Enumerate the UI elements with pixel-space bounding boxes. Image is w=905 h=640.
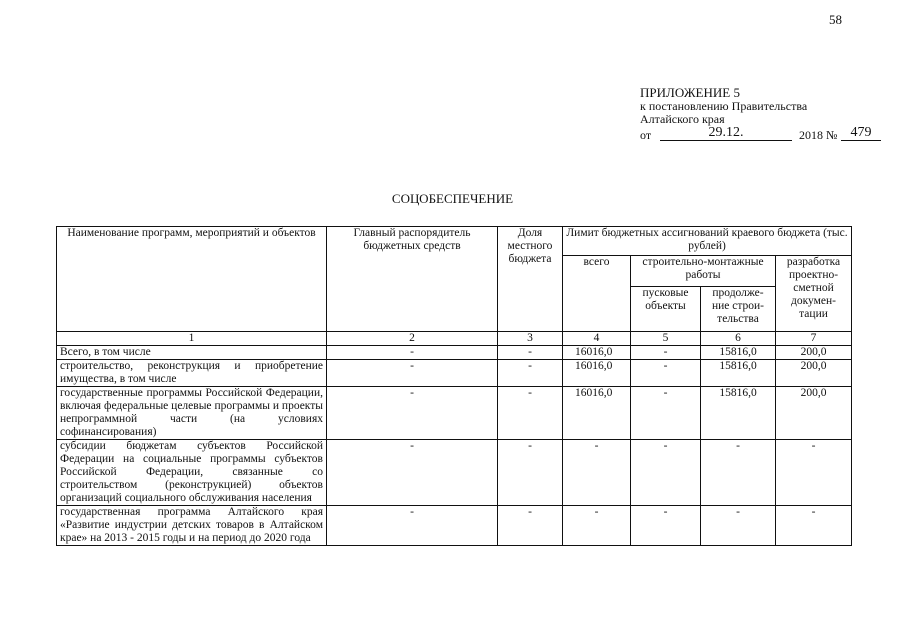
local-share-cell: - bbox=[498, 440, 563, 506]
header-row-1 bbox=[57, 227, 852, 256]
design-cell: 200,0 bbox=[776, 360, 852, 387]
header-distributor: Главный распорядитель бюджетных средств bbox=[327, 227, 498, 332]
resolution-date: 29.12. bbox=[660, 126, 792, 141]
program-name: субсидии бюджетам субъектов Российской Федерации на социальные программы субъектов Российской Федерации, связанные со строительством (реконструкцией) объектов организаций социального обслуживания населения bbox=[57, 440, 327, 506]
continuing-cell: - bbox=[701, 440, 776, 506]
design-cell: - bbox=[776, 506, 852, 546]
appendix-title: ПРИЛОЖЕНИЕ 5 bbox=[640, 85, 740, 100]
distributor-cell: - bbox=[327, 387, 498, 440]
column-number: 2 bbox=[327, 332, 498, 346]
year-label: 2018 № bbox=[799, 127, 838, 142]
startup-cell: - bbox=[631, 346, 701, 360]
design-cell: 200,0 bbox=[776, 387, 852, 440]
table-row bbox=[57, 360, 852, 387]
header-program-name: Наименование программ, мероприятий и объектов bbox=[57, 227, 327, 332]
total-cell: 16016,0 bbox=[563, 346, 631, 360]
design-cell: 200,0 bbox=[776, 346, 852, 360]
column-number: 4 bbox=[563, 332, 631, 346]
continuing-cell: 15816,0 bbox=[701, 346, 776, 360]
distributor-cell: - bbox=[327, 360, 498, 387]
program-name: государственная программа Алтайского края «Развитие индустрии детских товаров в Алтайском крае» на 2013 - 2015 годы и на период до 2020 года bbox=[57, 506, 327, 546]
budget-table bbox=[56, 226, 852, 546]
table-row bbox=[57, 346, 852, 360]
appendix-line-2: к постановлению Правительства bbox=[640, 98, 808, 113]
startup-cell: - bbox=[631, 360, 701, 387]
continuing-cell: - bbox=[701, 506, 776, 546]
total-cell: 16016,0 bbox=[563, 360, 631, 387]
column-number: 6 bbox=[701, 332, 776, 346]
table-row bbox=[57, 440, 852, 506]
program-name: государственные программы Российской Федерации, включая федеральные целевые программы и проекты непрограммной части (на условиях софинансирования) bbox=[57, 387, 327, 440]
from-label: от bbox=[640, 127, 652, 142]
table-row bbox=[57, 506, 852, 546]
startup-cell: - bbox=[631, 387, 701, 440]
local-share-cell: - bbox=[498, 387, 563, 440]
total-cell: - bbox=[563, 440, 631, 506]
distributor-cell: - bbox=[327, 440, 498, 506]
design-cell: - bbox=[776, 440, 852, 506]
continuing-cell: 15816,0 bbox=[701, 360, 776, 387]
column-number: 1 bbox=[57, 332, 327, 346]
header-design-documentation: разработка проектно-сметной докумен-тации bbox=[776, 256, 852, 332]
local-share-cell: - bbox=[498, 360, 563, 387]
resolution-number: 479 bbox=[841, 126, 881, 141]
header-total: всего bbox=[563, 256, 631, 332]
distributor-cell: - bbox=[327, 506, 498, 546]
continuing-cell: 15816,0 bbox=[701, 387, 776, 440]
program-name: Всего, в том числе bbox=[57, 346, 327, 360]
column-number: 3 bbox=[498, 332, 563, 346]
program-name: строительство, реконструкция и приобретение имущества, в том числе bbox=[57, 360, 327, 387]
local-share-cell: - bbox=[498, 506, 563, 546]
document-title: СОЦОБЕСПЕЧЕНИЕ bbox=[391, 191, 514, 206]
distributor-cell: - bbox=[327, 346, 498, 360]
appendix-block bbox=[640, 86, 880, 143]
column-number: 7 bbox=[776, 332, 852, 346]
header-local-share: Доля местного бюджета bbox=[498, 227, 563, 332]
startup-cell: - bbox=[631, 506, 701, 546]
table-row bbox=[57, 387, 852, 440]
page-number: 58 bbox=[829, 12, 842, 27]
appendix-line-3: Алтайского края bbox=[640, 112, 725, 126]
local-share-cell: - bbox=[498, 346, 563, 360]
startup-cell: - bbox=[631, 440, 701, 506]
header-construction-works: строительно-монтажные работы bbox=[631, 256, 776, 287]
header-startup-objects: пусковые объекты bbox=[631, 287, 701, 332]
header-budget-limit: Лимит бюджетных ассигнований краевого бюджета (тыс. рублей) bbox=[563, 227, 852, 256]
column-number: 5 bbox=[631, 332, 701, 346]
appendix-date-line bbox=[640, 124, 880, 143]
column-numbers-row bbox=[57, 332, 852, 346]
total-cell: - bbox=[563, 506, 631, 546]
header-continuing-construction: продолже-ние строи-тельства bbox=[701, 287, 776, 332]
total-cell: 16016,0 bbox=[563, 387, 631, 440]
